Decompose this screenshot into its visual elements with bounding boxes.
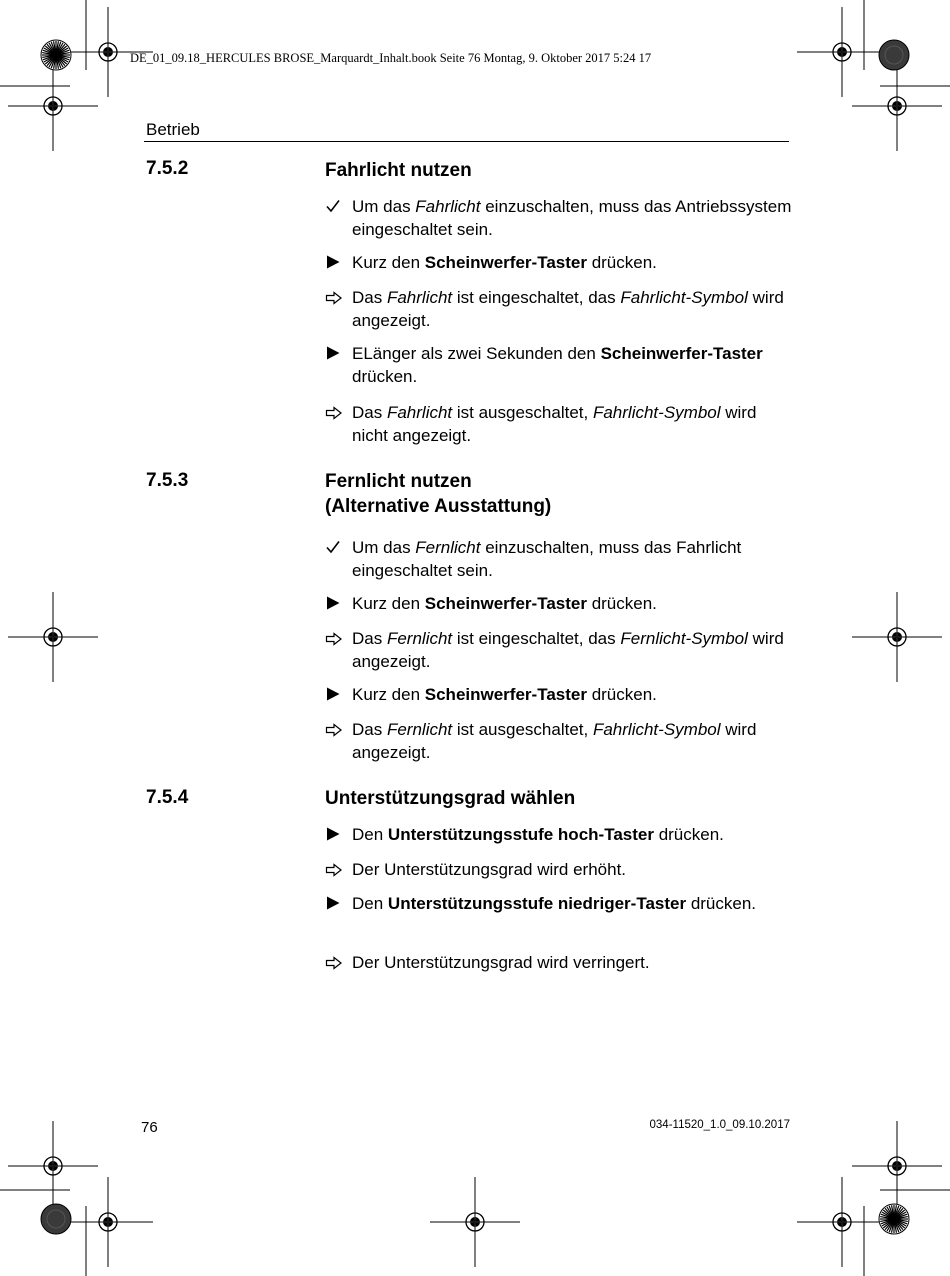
section-title: Fahrlicht nutzen (325, 160, 472, 181)
starburst-target-icon (879, 1204, 909, 1234)
plain-text: ist eingeschaltet, das (452, 288, 621, 307)
emphasis-text: Fahrlicht (386, 403, 453, 422)
plain-text: Das (352, 403, 387, 422)
result-arrow-icon (325, 956, 347, 970)
plain-text: ist ausgeschaltet, (452, 403, 593, 422)
plain-text: ist eingeschaltet, das (452, 629, 621, 648)
result-arrow-icon (325, 406, 347, 420)
action-triangle-icon (325, 345, 347, 361)
registration-mark-icon (8, 1121, 98, 1211)
emphasis-text: Unterstützungsstufe niedriger-Taster (387, 894, 687, 913)
emphasis-text: Fahrlicht-Symbol (592, 403, 721, 422)
action-triangle-icon (325, 595, 347, 611)
plain-text: drücken. (653, 825, 724, 844)
plain-text: Kurz den (352, 594, 425, 613)
list-item-text (352, 858, 795, 881)
emphasis-text: Fernlicht-Symbol (620, 629, 748, 648)
list-item-text (352, 892, 795, 915)
result-arrow-icon (325, 863, 347, 877)
list-item (325, 683, 795, 706)
list-item-text (352, 251, 795, 274)
registration-mark-icon (430, 1177, 520, 1267)
list-item-text (352, 195, 795, 241)
list-item (325, 401, 795, 447)
plain-text: Der Unterstützungsgrad wird verringert. (352, 953, 650, 972)
result-arrow-icon (325, 291, 347, 305)
plain-text: wird angezeigt. (352, 720, 757, 762)
emphasis-text: Unterstützungsstufe hoch-Taster (387, 825, 654, 844)
list-item (325, 718, 795, 764)
check-icon (325, 198, 347, 214)
plain-text: Kurz den (352, 685, 425, 704)
registration-mark-icon (797, 7, 887, 97)
emphasis-text: Scheinwerfer-Taster (424, 253, 587, 272)
plain-text: drücken. (352, 367, 418, 386)
plain-text: drücken. (686, 894, 757, 913)
action-triangle-icon (325, 895, 347, 911)
registration-mark-icon (797, 1177, 887, 1267)
list-item-text (352, 683, 795, 706)
plain-text: ist ausgeschaltet, (452, 720, 593, 739)
plain-text: einzuschalten, muss das Antriebssystem eingeschaltet sein. (352, 197, 792, 239)
header-rule (144, 141, 789, 142)
action-triangle-icon (325, 254, 347, 270)
list-item-text (352, 401, 795, 447)
list-item (325, 858, 795, 881)
list-item (325, 951, 795, 974)
result-arrow-icon (325, 723, 347, 737)
section-title (325, 469, 790, 519)
action-triangle-icon (325, 826, 347, 842)
list-item (325, 286, 795, 332)
plain-text: drücken. (586, 594, 657, 613)
list-item (325, 823, 795, 846)
section-number: 7.5.4 (146, 787, 189, 808)
plain-text: wird angezeigt. (352, 629, 784, 671)
plain-text: Das (352, 288, 387, 307)
section-title-line: (Alternative Ausstattung) (325, 496, 552, 517)
emphasis-text: Fernlicht (415, 538, 481, 557)
section-number: 7.5.3 (146, 470, 189, 491)
list-item-text (352, 627, 795, 673)
plain-text: wird angezeigt. (352, 288, 784, 330)
list-item (325, 892, 795, 915)
plain-text: Das (352, 629, 387, 648)
plain-text: Den (352, 825, 388, 844)
section-number: 7.5.2 (146, 158, 189, 179)
list-item (325, 251, 795, 274)
result-arrow-icon (325, 632, 347, 646)
slug-line: DE_01_09.18_HERCULES BROSE_Marquardt_Inhalt.book Seite 76 Montag, 9. Oktober 2017 5:24 17 (130, 51, 652, 65)
registration-mark-icon (852, 592, 942, 682)
page-number: 76 (141, 1119, 158, 1136)
plain-text: ELänger als zwei Sekunden den (352, 344, 601, 363)
gray-target-icon (41, 1204, 71, 1234)
emphasis-text: Scheinwerfer-Taster (424, 685, 587, 704)
list-item (325, 536, 795, 582)
list-item (325, 592, 795, 615)
emphasis-text: Scheinwerfer-Taster (424, 594, 587, 613)
list-item-text (352, 536, 795, 582)
section-title: Unterstützungsgrad wählen (325, 788, 576, 809)
running-head: Betrieb (146, 120, 200, 139)
list-item (325, 627, 795, 673)
list-item (325, 195, 795, 241)
action-triangle-icon (325, 686, 347, 702)
list-item-text (352, 342, 795, 388)
registration-mark-icon (63, 1177, 153, 1267)
gray-target-icon (879, 40, 909, 70)
plain-text: Um das (352, 538, 416, 557)
plain-text: Das (352, 720, 387, 739)
plain-text: Um das (352, 197, 416, 216)
emphasis-text: Fernlicht (386, 720, 453, 739)
emphasis-text: Fahrlicht-Symbol (620, 288, 748, 307)
check-icon (325, 539, 347, 555)
registration-mark-icon (8, 61, 98, 151)
list-item (325, 342, 795, 388)
registration-mark-icon (852, 61, 942, 151)
document-code: 034-11520_1.0_09.10.2017 (649, 1119, 790, 1131)
emphasis-text: Fahrlicht (415, 197, 481, 216)
plain-text: drücken. (586, 685, 657, 704)
plain-text: wird nicht angezeigt. (352, 403, 757, 445)
emphasis-text: Fahrlicht-Symbol (592, 720, 721, 739)
list-item-text (352, 592, 795, 615)
plain-text: drücken. (586, 253, 657, 272)
plain-text: Den (352, 894, 388, 913)
list-item-text (352, 823, 795, 846)
plain-text: Der Unterstützungsgrad wird erhöht. (352, 860, 627, 879)
plain-text: einzuschalten, muss das Fahrlicht eingeschaltet sein. (352, 538, 742, 580)
list-item-text (352, 286, 795, 332)
list-item-text (352, 951, 795, 974)
plain-text: Kurz den (352, 253, 425, 272)
starburst-target-icon (41, 40, 71, 70)
section-title-line: Fernlicht nutzen (325, 471, 472, 492)
emphasis-text: Fernlicht (386, 629, 453, 648)
registration-mark-icon (8, 592, 98, 682)
emphasis-text: Fahrlicht (386, 288, 453, 307)
list-item-text (352, 718, 795, 764)
registration-mark-icon (852, 1121, 942, 1211)
emphasis-text: Scheinwerfer-Taster (600, 344, 763, 363)
